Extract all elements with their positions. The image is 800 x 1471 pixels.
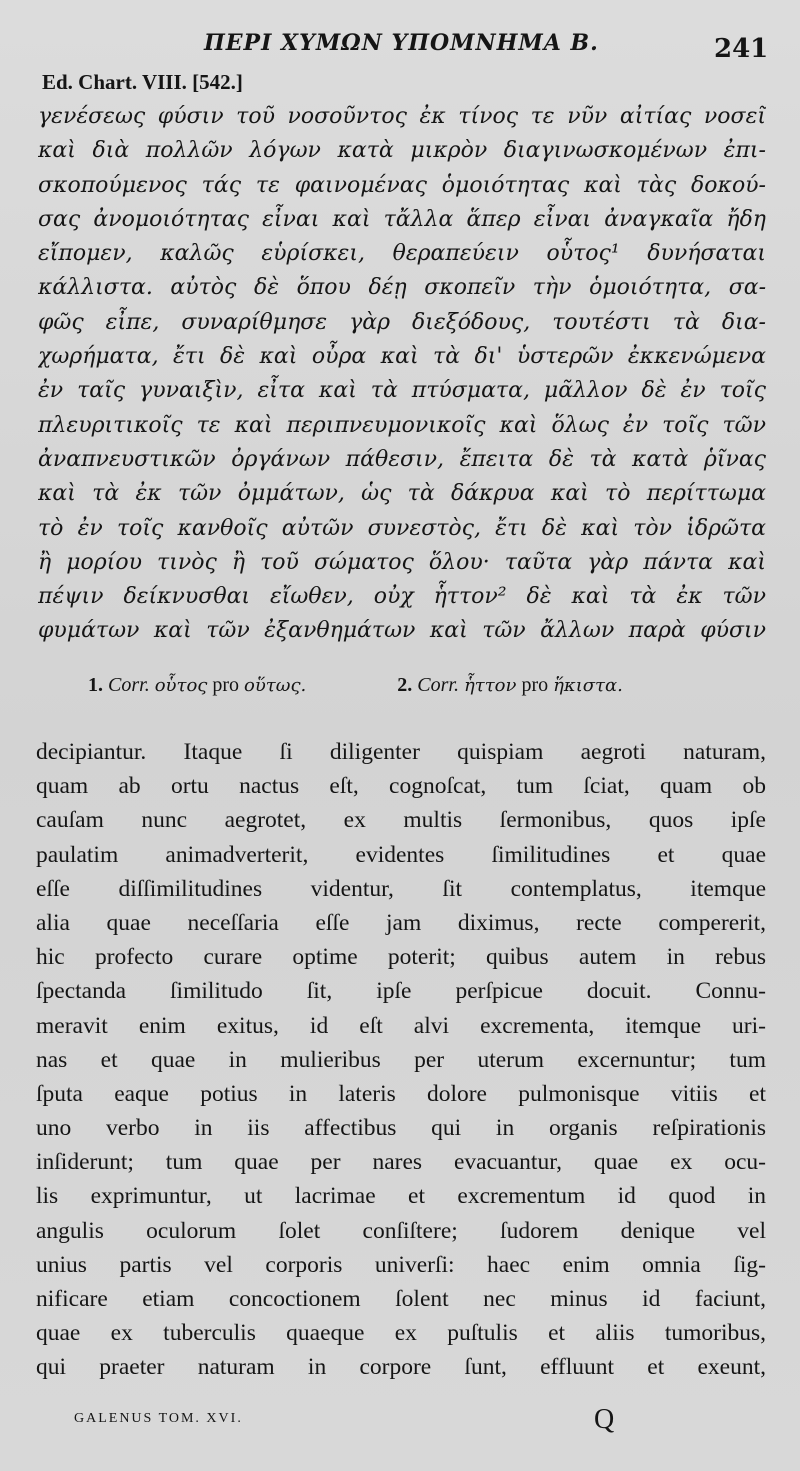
greek-line: φῶς εἶπε, συναρίθμησε γὰρ διεξόδους, τουτέστι τὰ δια- [38,309,766,335]
greek-line: εἴπομεν, καλῶς εὑρίσκει, θεραπεύειν οὗτος¹ δυνήσαται [38,241,766,267]
running-header-title: ΠΕΡΙ ΧΥΜΩΝ ΥΠΟΜΝΗΜΑ Β. [204,30,599,56]
greek-line: ἀναπνευστικῶν ὀργάνων πάθεσιν, ἔπειτα δὲ τὰ κατὰ ῥῖνας [38,446,766,472]
latin-line: qui praeter naturam in corpore ſunt, effluunt et exeunt, [36,1354,766,1381]
greek-line: ἐν ταῖς γυναιξὶν, εἶτα καὶ τὰ πτύσματα, μᾶλλον δὲ ἐν τοῖς [38,378,766,404]
footnote-2 [397,674,623,697]
footnote-pro: pro [521,674,549,696]
footnote-pro: pro [212,674,240,696]
latin-line: angulis oculorum ſolet conſiſtere; ſudorem denique vel [36,1217,766,1244]
greek-line: πλευριτικοῖς τε καὶ περιπνευμονικοῖς καὶ ὅλως ἐν τοῖς τῶν [38,412,766,438]
footnote-greek-word: οὗτος [154,675,208,696]
footnote-1 [88,674,306,697]
latin-line: meravit enim exitus, id eſt alvi excrementa, itemque uri- [36,1012,766,1039]
latin-line: uno verbo in iis affectibus qui in organis reſpirationis [36,1115,766,1142]
latin-line: ſpectanda ſimilitudo ſit, ipſe perſpicue docuit. Connu- [36,978,766,1005]
latin-line: eſſe diſſimilitudines videntur, ſit contemplatus, itemque [36,875,766,902]
greek-line: κάλλιστα. αὐτὸς δὲ ὅπου δέῃ σκοπεῖν τὴν ὁμοιότητα, σα- [38,275,766,301]
greek-line: φυμάτων καὶ τῶν ἐξανθημάτων καὶ τῶν ἄλλων παρὰ φύσιν [38,618,766,644]
greek-line: πέψιν δείκνυσθαι εἴωθεν, οὐχ ἧττον² δὲ καὶ τὰ ἐκ τῶν [38,584,766,610]
page-number: 241 [714,34,769,64]
latin-line: ſputa eaque potius in lateris dolore pulmonisque vitiis et [36,1080,766,1107]
latin-line: quae ex tuberculis quaeque ex puſtulis et aliis tumoribus, [36,1320,766,1347]
footnote-greek-word: οὕτως. [244,675,307,696]
footnote-greek-word: ἧττον [463,675,517,696]
latin-text-block [36,735,766,1385]
footnote-number: 1. [88,674,103,696]
latin-line: quam ab ortu nactus eſt, cognoſcat, tum ſciat, quam ob [36,773,766,800]
greek-line: σκοπούμενος τάς τε φαινομένας ὁμοιότητας καὶ τὰς δοκού- [38,172,766,198]
greek-line: τὸ ἐν τοῖς κανθοῖς αὐτῶν συνεστὸς, ἔτι δὲ καὶ τὸν ἱδρῶτα [38,515,766,541]
greek-line: σας ἀνομοιότητας εἶναι καὶ τἄλλα ἅπερ εἶναι ἀναγκαῖα ἤδη [38,206,766,232]
footnotes [88,674,758,697]
signature-label: GALENUS TOM. XVI. [74,1411,243,1426]
latin-line: inſiderunt; tum quae per nares evacuantur, quae ex ocu- [36,1149,766,1176]
greek-line: γενέσεως φύσιν τοῦ νοσοῦντος ἐκ τίνος τε νῦν αἰτίας νοσεῖ [38,104,766,129]
latin-line: cauſam nunc aegrotet, ex multis ſermonibus, quos ipſe [36,807,766,834]
latin-line: unius partis vel corporis univerſi: haec enim omnia ſig- [36,1251,766,1278]
footnote-corr: Corr. [417,674,459,696]
footnote-corr: Corr. [108,674,150,696]
footnote-greek-word: ἥκιστα. [553,675,623,696]
latin-line: hic profecto curare optime poterit; quibus autem in rebus [36,944,766,971]
footnote-number: 2. [397,674,413,696]
latin-line: paulatim animadverterit, evidentes ſimilitudines et quae [36,841,766,868]
latin-line: decipiantur. Itaque ſi diligenter quispiam aegroti naturam, [36,739,766,765]
greek-line: χωρήματα, ἔτι δὲ καὶ οὖρα καὶ τὰ δι' ὑστερῶν ἐκκενώμενα [38,344,766,370]
edition-reference: Ed. Chart. VIII. [542.] [42,70,243,94]
latin-line: nas et quae in mulieribus per uterum excernuntur; tum [36,1046,766,1073]
latin-line: alia quae neceſſaria eſſe jam diximus, recte compererit, [36,909,766,936]
greek-line: καὶ τὰ ἐκ τῶν ὀμμάτων, ὡς τὰ δάκρυα καὶ τὸ περίττωμα [38,481,766,507]
latin-line: lis exprimuntur, ut lacrimae et excrementum id quod in [36,1183,766,1210]
signature-mark: Q [594,1404,615,1435]
greek-line: ἢ μορίου τινὸς ἢ τοῦ σώματος ὅλου· ταῦτα γὰρ πάντα καὶ [38,549,766,575]
latin-line: nificare etiam concoctionem ſolent nec minus id faciunt, [36,1286,766,1312]
greek-line: καὶ διὰ πολλῶν λόγων κατὰ μικρὸν διαγινωσκομένων ἐπι- [38,138,766,164]
greek-text-block [38,100,766,649]
